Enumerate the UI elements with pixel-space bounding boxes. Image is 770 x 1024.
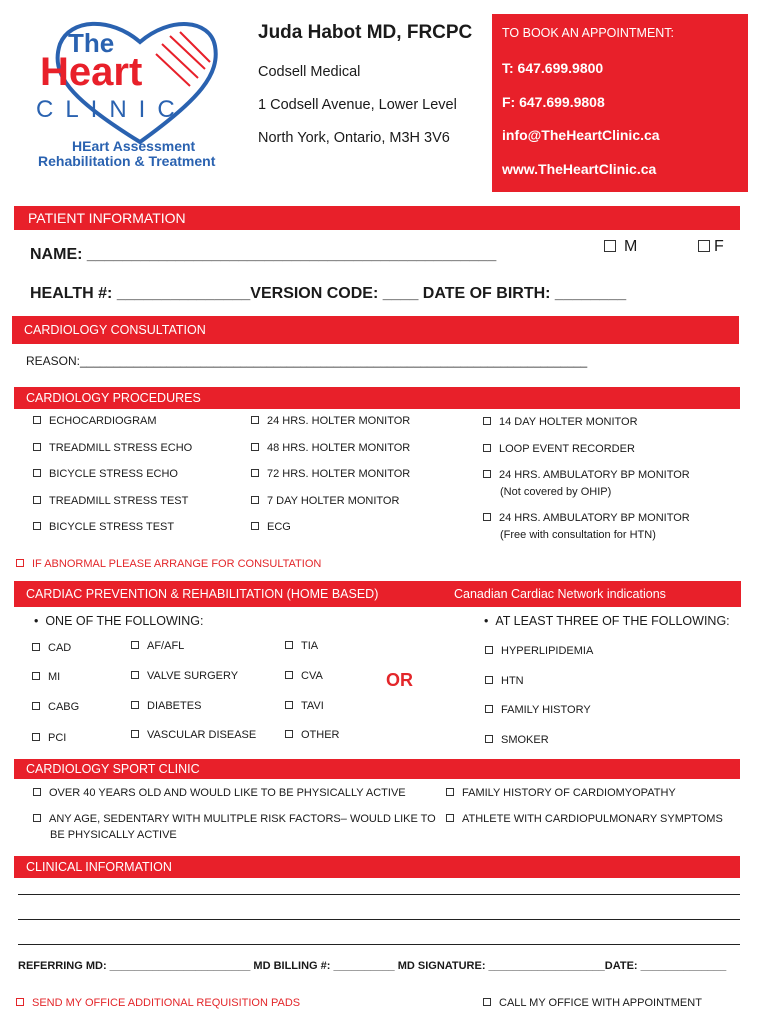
rehab-title: CARDIAC PREVENTION & REHABILITATION (HOME BASED): [26, 587, 379, 601]
sport-any-age-sedentary[interactable]: [33, 812, 436, 842]
proc-label: TREADMILL STRESS TEST: [49, 495, 189, 507]
proc-label: TREADMILL STRESS ECHO: [49, 442, 193, 454]
rehab-label: SMOKER: [501, 734, 549, 746]
rehab-label: HTN: [501, 675, 524, 687]
booking-email[interactable]: info@TheHeartClinic.ca: [502, 127, 660, 143]
checkbox-icon: [131, 671, 139, 679]
rehab-mi[interactable]: [32, 670, 60, 684]
proc-treadmill-stress-echo[interactable]: [33, 441, 192, 455]
checkbox-icon: [285, 641, 293, 649]
checkbox-icon: [446, 814, 454, 822]
checkbox-icon: [32, 672, 40, 680]
checkbox-icon: [446, 788, 454, 796]
rehab-tavi[interactable]: [285, 699, 324, 713]
clinic-name: Codsell Medical: [258, 64, 361, 80]
proc-bicycle-stress-echo[interactable]: [33, 467, 178, 481]
checkbox-icon: [285, 701, 293, 709]
checkbox-icon: [32, 702, 40, 710]
checkbox-icon: [131, 730, 139, 738]
rehab-vascular-disease[interactable]: [131, 728, 256, 742]
checkbox-icon: [33, 416, 41, 424]
logo-clinic: CLINIC: [36, 96, 187, 123]
proc-treadmill-stress-test[interactable]: [33, 494, 188, 508]
checkbox-icon: [251, 496, 259, 504]
patient-info-header: [14, 206, 740, 230]
checkbox-icon: [483, 470, 491, 478]
rehab-label: AF/AFL: [147, 640, 185, 652]
checkbox-icon: [33, 496, 41, 504]
rehab-cad[interactable]: [32, 641, 71, 655]
checkbox-icon: [16, 559, 24, 567]
gender-male[interactable]: [604, 238, 637, 256]
procedures-header: [14, 387, 740, 409]
sport-clinic-title: CARDIOLOGY SPORT CLINIC: [26, 762, 200, 776]
sport-family-cardiomyopathy[interactable]: [446, 786, 676, 800]
proc-24h-abpm-ohip[interactable]: [483, 468, 690, 499]
rehab-label: CABG: [48, 701, 80, 713]
rehab-hyperlipidemia[interactable]: [485, 644, 593, 658]
send-pads-label: SEND MY OFFICE ADDITIONAL REQUISITION PADS: [32, 997, 301, 1009]
call-office-with-appointment[interactable]: [483, 996, 702, 1010]
clinical-info-header: [14, 856, 740, 878]
booking-fax: F: 647.699.9808: [502, 94, 605, 110]
sport-label: OVER 40 YEARS OLD AND WOULD LIKE TO BE PHYSICALLY ACTIVE: [49, 787, 406, 799]
checkbox-icon: [251, 469, 259, 477]
checkbox-icon: [16, 998, 24, 1006]
checkbox-icon: [33, 788, 41, 796]
clinic-address: 1 Codsell Avenue, Lower Level: [258, 97, 457, 113]
rehab-label: FAMILY HISTORY: [501, 704, 591, 716]
clinical-info-line-2[interactable]: [18, 919, 740, 920]
checkbox-icon: [285, 671, 293, 679]
proc-label: 24 HRS. AMBULATORY BP MONITOR: [499, 512, 690, 524]
sport-label-cont: BE PHYSICALLY ACTIVE: [50, 829, 177, 841]
bullet-icon: •: [484, 614, 496, 628]
rehab-label: MI: [48, 671, 61, 683]
checkbox-icon: [604, 240, 616, 252]
rehab-label: TIA: [301, 640, 319, 652]
checkbox-icon: [33, 469, 41, 477]
proc-label: ECHOCARDIOGRAM: [49, 415, 157, 427]
abnormal-label: IF ABNORMAL PLEASE ARRANGE FOR CONSULTATION: [32, 558, 322, 570]
three-of-label: AT LEAST THREE OF THE FOLLOWING:: [495, 614, 730, 628]
checkbox-icon: [483, 444, 491, 452]
checkbox-icon: [251, 522, 259, 530]
proc-label: 14 DAY HOLTER MONITOR: [499, 416, 638, 428]
proc-label: 48 HRS. HOLTER MONITOR: [267, 442, 411, 454]
booking-title: TO BOOK AN APPOINTMENT:: [502, 26, 675, 40]
send-requisition-pads[interactable]: [16, 996, 300, 1010]
rehab-cabg[interactable]: [32, 700, 79, 714]
logo-tagline-1: HEart Assessment: [72, 138, 196, 154]
proc-label: 7 DAY HOLTER MONITOR: [267, 495, 400, 507]
booking-website[interactable]: www.TheHeartClinic.ca: [502, 161, 657, 177]
sport-label: ATHLETE WITH CARDIOPULMONARY SYMPTOMS: [462, 813, 723, 825]
proc-label: 72 HRS. HOLTER MONITOR: [267, 468, 411, 480]
rehab-label: PCI: [48, 732, 67, 744]
sport-label: FAMILY HISTORY OF CARDIOMYOPATHY: [462, 787, 676, 799]
rehab-af-afl[interactable]: [131, 639, 184, 653]
rehab-pci[interactable]: [32, 731, 66, 745]
or-label: OR: [386, 670, 413, 690]
clinic-city: North York, Ontario, M3H 3V6: [258, 130, 450, 146]
checkbox-icon: [32, 643, 40, 651]
proc-label: BICYCLE STRESS ECHO: [49, 468, 178, 480]
rehab-other[interactable]: [285, 728, 340, 742]
proc-24h-abpm-htn[interactable]: [483, 511, 690, 542]
proc-24h-holter[interactable]: [251, 414, 410, 428]
checkbox-icon: [485, 646, 493, 654]
rehab-htn[interactable]: [485, 674, 524, 688]
checkbox-icon: [33, 814, 41, 822]
proc-label: 24 HRS. HOLTER MONITOR: [267, 415, 411, 427]
proc-48h-holter[interactable]: [251, 441, 410, 455]
checkbox-icon: [485, 735, 493, 743]
one-of-heading: [34, 614, 203, 628]
rehab-label: CAD: [48, 642, 72, 654]
checkbox-icon: [32, 733, 40, 741]
rehab-label: DIABETES: [147, 700, 202, 712]
procedures-title: CARDIOLOGY PROCEDURES: [26, 391, 201, 405]
checkbox-icon: [251, 416, 259, 424]
gender-male-label: M: [624, 238, 638, 255]
checkbox-icon: [251, 443, 259, 451]
rehab-label: HYPERLIPIDEMIA: [501, 645, 594, 657]
rehab-family-history[interactable]: [485, 703, 591, 717]
health-number-field[interactable]: HEALTH #: _______________VERSION CODE: ____ DATE OF BIRTH: ________: [30, 285, 627, 302]
gender-female[interactable]: [698, 238, 724, 256]
three-of-heading: [484, 614, 730, 628]
rehab-diabetes[interactable]: [131, 699, 201, 713]
checkbox-icon: [33, 443, 41, 451]
checkbox-icon: [285, 730, 293, 738]
proc-note: (Not covered by OHIP): [500, 486, 612, 498]
rehab-tia[interactable]: [285, 639, 318, 653]
proc-label: 24 HRS. AMBULATORY BP MONITOR: [499, 469, 690, 481]
checkbox-icon: [485, 705, 493, 713]
rehab-label: OTHER: [301, 729, 340, 741]
checkbox-icon: [483, 998, 491, 1006]
reason-field[interactable]: REASON:____________________________________________________________________________: [26, 354, 588, 368]
checkbox-icon: [33, 522, 41, 530]
sport-clinic-header: [14, 759, 740, 779]
proc-loop-event[interactable]: [483, 442, 635, 456]
rehab-smoker[interactable]: [485, 733, 549, 747]
referring-md-row[interactable]: REFERRING MD: _______________________ MD BILLING #: __________ MD SIGNATURE: ___________________DATE: ______________: [18, 960, 727, 972]
proc-label: BICYCLE STRESS TEST: [49, 521, 175, 533]
gender-female-label: F: [714, 238, 724, 255]
call-office-label: CALL MY OFFICE WITH APPOINTMENT: [499, 997, 702, 1009]
rehab-label: VALVE SURGERY: [147, 670, 239, 682]
abnormal-consult-option[interactable]: [16, 557, 321, 571]
sport-athlete-symptoms[interactable]: [446, 812, 723, 826]
one-of-label: ONE OF THE FOLLOWING:: [45, 614, 204, 628]
rehab-header: [14, 581, 741, 607]
rehab-label: TAVI: [301, 700, 324, 712]
clinical-info-line-3[interactable]: [18, 944, 740, 945]
proc-7day-holter[interactable]: [251, 494, 399, 508]
sport-over-40[interactable]: [33, 786, 406, 800]
proc-label: ECG: [267, 521, 291, 533]
clinic-logo: [30, 14, 255, 174]
proc-echocardiogram[interactable]: [33, 414, 157, 428]
proc-ecg[interactable]: [251, 520, 291, 534]
checkbox-icon: [485, 676, 493, 684]
checkbox-icon: [483, 513, 491, 521]
checkbox-icon: [698, 240, 710, 252]
doctor-name: Juda Habot MD, FRCPC: [258, 22, 473, 43]
rehab-label: CVA: [301, 670, 323, 682]
logo-heart: Heart: [40, 50, 143, 94]
rehab-cva[interactable]: [285, 669, 323, 683]
proc-bicycle-stress-test[interactable]: [33, 520, 174, 534]
rehab-label: VASCULAR DISEASE: [147, 729, 257, 741]
consultation-header: [12, 316, 739, 344]
clinical-info-line-1[interactable]: [18, 894, 740, 895]
logo-the: The: [68, 28, 115, 58]
name-field[interactable]: NAME: ______________________________________________: [30, 246, 497, 263]
rehab-network-label: Canadian Cardiac Network indications: [454, 587, 666, 601]
booking-box: [492, 14, 748, 192]
sport-label: ANY AGE, SEDENTARY WITH MULITPLE RISK FACTORS– WOULD LIKE TO: [49, 813, 436, 825]
checkbox-icon: [131, 701, 139, 709]
bullet-icon: •: [34, 614, 46, 628]
proc-label: LOOP EVENT RECORDER: [499, 443, 635, 455]
booking-phone: T: 647.699.9800: [502, 60, 604, 76]
checkbox-icon: [483, 417, 491, 425]
patient-info-title: PATIENT INFORMATION: [28, 210, 186, 226]
checkbox-icon: [131, 641, 139, 649]
consultation-title: CARDIOLOGY CONSULTATION: [24, 323, 206, 337]
proc-note: (Free with consultation for HTN): [500, 529, 656, 541]
logo-tagline-2: Rehabilitation & Treatment: [38, 153, 216, 169]
rehab-valve-surgery[interactable]: [131, 669, 238, 683]
clinical-info-title: CLINICAL INFORMATION: [26, 860, 172, 874]
proc-14day-holter[interactable]: [483, 415, 638, 429]
proc-72h-holter[interactable]: [251, 467, 410, 481]
